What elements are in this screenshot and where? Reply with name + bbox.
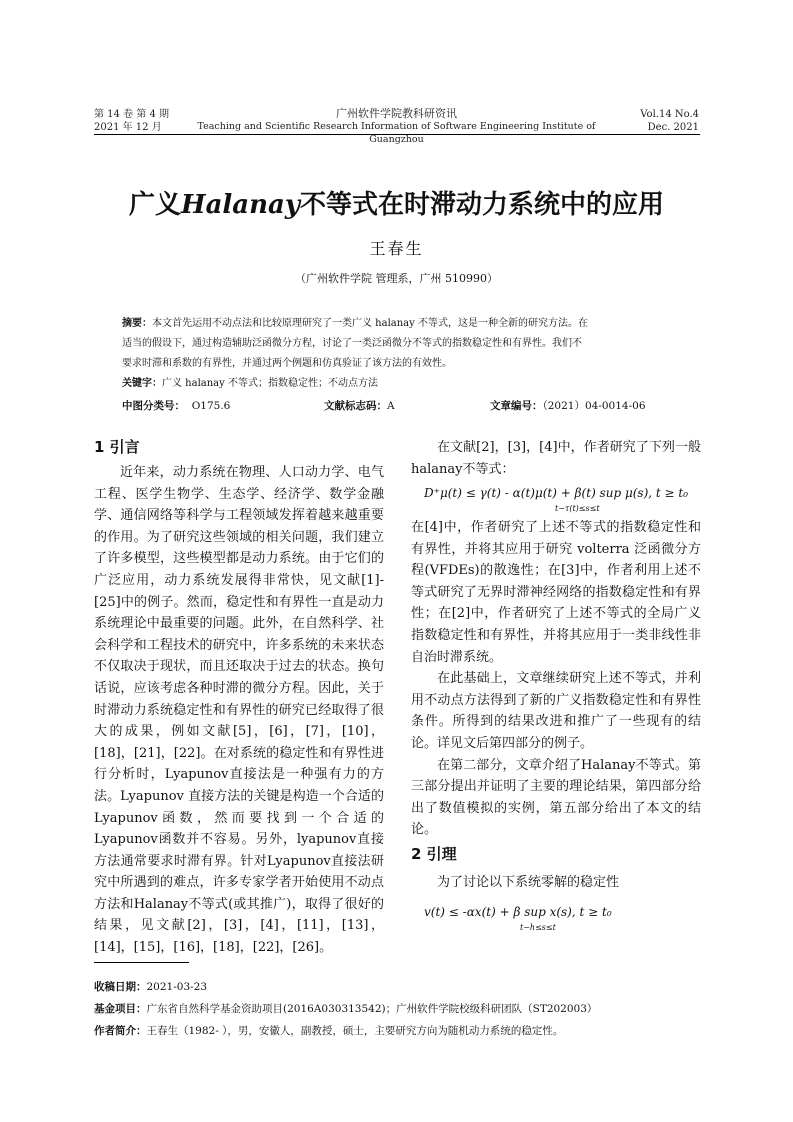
- right-paragraph-4: 在第二部分，文章介绍了Halanay不等式。第三部分提出并证明了主要的理论结果，第四部分给出了数值模拟的实例，第五部分给出了本文的结论。: [411, 757, 701, 838]
- article-no-value: （2021）04-0014-06: [542, 400, 646, 412]
- formula-1-text: D⁺μ(t) ≤ γ(t) - α(t)μ(t) + β(t) sup μ(s), t ≥ t₀: [424, 486, 689, 500]
- received-label: 收稿日期：: [94, 981, 147, 993]
- received-date: 2021-03-23: [146, 981, 208, 993]
- right-column-body: [411, 517, 701, 841]
- header-journal-en: Teaching and Scientific Research Information of Software Engineering Institute of Guangzhou: [197, 121, 596, 145]
- author-name: 王春生: [369, 239, 424, 258]
- doc-code-value: A: [387, 400, 395, 412]
- abstract-label: 摘要：: [122, 318, 152, 329]
- header-volume-cn: 第 14 卷 第 4 期: [94, 109, 169, 120]
- right-column-top: [411, 437, 701, 480]
- affiliation: （广州软件学院 管理系，广州 510990）: [295, 272, 498, 285]
- formula-halanay-general: [424, 486, 688, 500]
- header-rule: [94, 134, 700, 135]
- fund-label: 基金项目：: [94, 1003, 147, 1015]
- title-part-1: 广义: [128, 190, 181, 220]
- left-column: [94, 462, 384, 959]
- keywords-label: 关键字：: [122, 378, 162, 389]
- section-heading-intro: 1 引言: [94, 438, 140, 456]
- right-column-lemma: [411, 872, 701, 894]
- clc-value: O175.6: [191, 400, 231, 412]
- header-volume-en: [640, 108, 699, 134]
- lemma-paragraph: 为了讨论以下系统零解的稳定性: [437, 875, 620, 890]
- article-no-label: 文章编号：: [490, 400, 543, 412]
- right-paragraph-3: 在此基础上，文章继续研究上述不等式，并利用不动点方法得到了新的广义指数稳定性和有界性条件。所得到的结果改进和推广了一些现有的结论。详见文后第四部分的例子。: [411, 671, 701, 751]
- clc-label: 中图分类号：: [122, 400, 185, 412]
- header-journal: [180, 107, 613, 146]
- header-volume: [94, 108, 169, 134]
- paper-title: [0, 188, 793, 222]
- bio-label: 作者简介：: [94, 1025, 147, 1037]
- footnotes: [94, 978, 714, 1040]
- formula-2-text: v(t) ≤ -αx(t) + β sup x(s), t ≥ t₀: [424, 905, 612, 919]
- right-paragraph-1: 在文献[2]，[3]，[4]中，作者研究了下列一般halanay不等式：: [411, 440, 701, 477]
- header-date-en: Dec. 2021: [647, 122, 699, 133]
- right-paragraph-2: 在[4]中，作者研究了上述不等式的指数稳定性和有界性，并将其应用于研究 volterra 泛函微分方程(VFDEs)的散逸性；在[3]中，作者利用上述不等式研究了无界时滞神经网络的指数稳定性和有界性；在[2]中，作者研究了上述不等式的全局广义指数稳定性和有界性，并将其应用于一类非线性非自治时滞系统。: [411, 520, 701, 665]
- title-part-italic: Halanay: [181, 190, 300, 220]
- header-journal-cn: 广州软件学院教科研资讯: [336, 107, 457, 120]
- section-heading-lemma: 2 引理: [411, 845, 457, 863]
- author-bio: 王春生（1982- ），男，安徽人，副教授，硕士，主要研究方向为随机动力系统的稳定性。: [146, 1025, 564, 1037]
- keywords: 广义 halanay 不等式；指数稳定性；不动点方法: [162, 378, 378, 389]
- formula-2-subscript: t−h≤s≤t: [520, 923, 556, 932]
- abstract-line-2: 适当的假设下，通过构造辅助泛函微分方程，讨论了一类泛函微分不等式的指数稳定性和有界性。我们不: [122, 338, 582, 349]
- abstract: [122, 314, 678, 394]
- header-vol-en: Vol.14 No.4: [640, 109, 699, 120]
- formula-1-subscript: t−τ(t)≤s≤t: [555, 504, 600, 513]
- abstract-line-3: 要求时滞和系数的有界性，并通过两个例题和仿真验证了该方法的有效性。: [122, 358, 452, 369]
- header-date-cn: 2021 年 12 月: [94, 122, 162, 133]
- intro-paragraph: 近年来，动力系统在物理、人口动力学、电气工程、医学生物学、生态学、经济学、数学金融学、通信网络等科学与工程领域发挥着越来越重要的作用。为了研究这些领域的相关问题，我们建立了许多模型，这些模型都是动力系统。由于它们的广泛应用，动力系统发展得非常快，见文献[1]-[25]中的例子。然而，稳定性和有界性一直是动力系统理论中最重要的问题。此外，在自然科学、社会科学和工程技术的研究中，许多系统的未来状态不仅取决于现状，而且还取决于过去的状态。换句话说，应该考虑各种时滞的微分方程。因此，关于时滞动力系统稳定性和有界性的研究已经取得了很大的成果，例如文献[5]，[6]，[7]，[10]，[18]，[21]，[22]。在对系统的稳定性和有界性进行分析时，Lyapunov直接法是一种强有力的方法。Lyapunov 直接方法的关键是构造一个合适的Lyapunov函数，然而要找到一个合适的Lyapunov函数并不容易。另外，lyapunov直接方法通常要求时滞有界。针对Lyapunov直接法研究中所遇到的难点，许多专家学者开始使用不动点方法和Halanay不等式(或其推广)，取得了很好的结果，见文献[2]，[3]，[4]，[11]，[13]，[14]，[15]，[16]，[18]，[22]，[26]。: [94, 465, 384, 956]
- doc-code-label: 文献标志码：: [324, 400, 387, 412]
- fund-info: 广东省自然科学基金资助项目(2016A030313542)；广州软件学院校级科研团队（ST202003）: [146, 1003, 598, 1015]
- abstract-line-1: 本文首先运用不动点法和比较原理研究了一类广义 halanay 不等式，这是一种全新的研究方法。在: [152, 318, 588, 329]
- title-part-2: 不等式在时滞动力系统中的应用: [300, 190, 665, 220]
- footnote-rule: [94, 962, 189, 963]
- formula-lemma: [424, 905, 612, 919]
